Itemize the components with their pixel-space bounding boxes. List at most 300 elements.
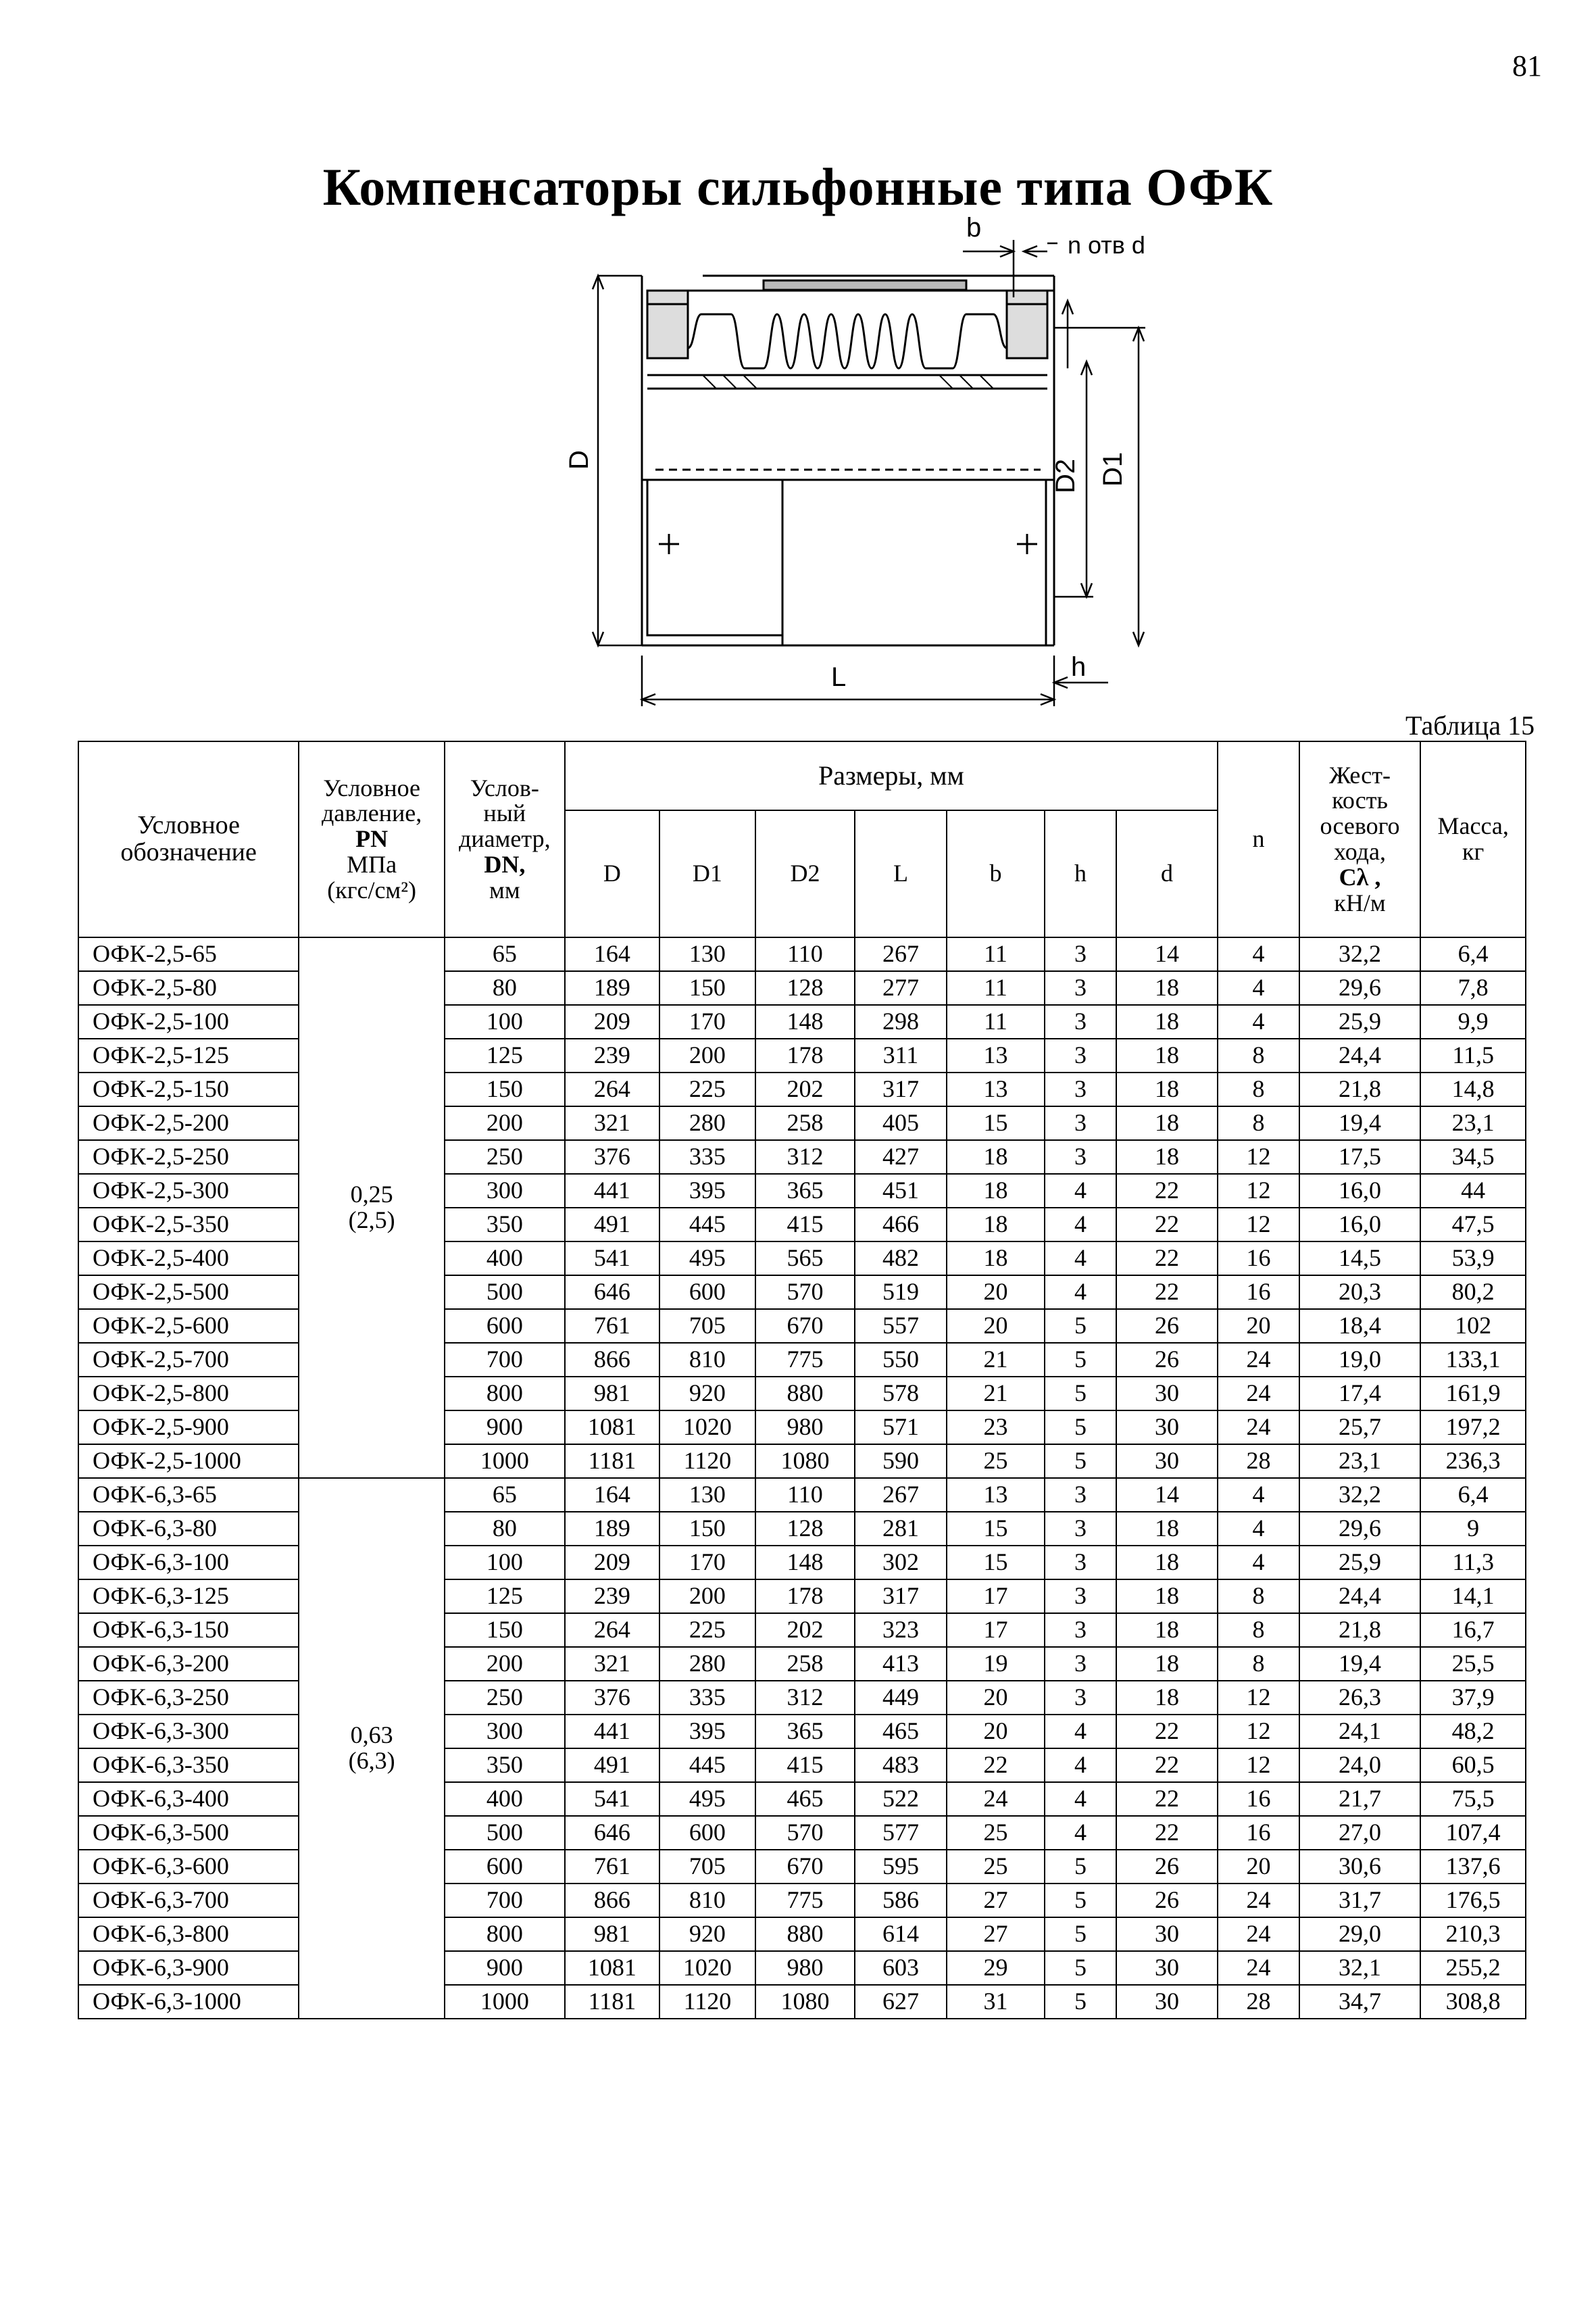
value-cell: 415 [755,1208,855,1241]
value-cell: 31 [947,1985,1045,2019]
value-cell: 189 [565,1512,660,1546]
value-cell: 4 [1218,1005,1299,1039]
value-cell: 495 [659,1782,755,1816]
value-cell: 27 [947,1917,1045,1951]
value-cell: 4 [1045,1241,1116,1275]
value-cell: 466 [855,1208,947,1241]
value-cell: 9 [1420,1512,1526,1546]
value-cell: 32,2 [1299,1478,1421,1512]
value-cell: 21,7 [1299,1782,1421,1816]
value-cell: 491 [565,1748,660,1782]
value-cell: 700 [445,1884,565,1917]
designation-cell: ОФК-2,5-400 [78,1241,299,1275]
value-cell: 25 [947,1850,1045,1884]
value-cell: 705 [659,1309,755,1343]
value-cell: 53,9 [1420,1241,1526,1275]
designation-cell: ОФК-6,3-300 [78,1715,299,1748]
value-cell: 980 [755,1951,855,1985]
value-cell: 600 [659,1275,755,1309]
value-cell: 281 [855,1512,947,1546]
value-cell: 250 [445,1140,565,1174]
value-cell: 80,2 [1420,1275,1526,1309]
designation-cell: ОФК-6,3-200 [78,1647,299,1681]
value-cell: 170 [659,1546,755,1579]
value-cell: 148 [755,1546,855,1579]
value-cell: 3 [1045,1039,1116,1073]
value-cell: 23,1 [1299,1444,1421,1478]
value-cell: 255,2 [1420,1951,1526,1985]
header-D1: D1 [659,810,755,937]
value-cell: 30,6 [1299,1850,1421,1884]
table-row [78,937,1526,971]
table-row [78,1647,1526,1681]
value-cell: 465 [755,1782,855,1816]
designation-cell: ОФК-6,3-500 [78,1816,299,1850]
value-cell: 12 [1218,1140,1299,1174]
value-cell: 24,4 [1299,1579,1421,1613]
value-cell: 27,0 [1299,1816,1421,1850]
value-cell: 8 [1218,1073,1299,1106]
value-cell: 14,8 [1420,1073,1526,1106]
header-stiffness: Жест- кость осевого хода, Cλ , кН/м [1299,741,1421,937]
value-cell: 239 [565,1579,660,1613]
value-cell: 312 [755,1681,855,1715]
value-cell: 441 [565,1174,660,1208]
value-cell: 21 [947,1377,1045,1410]
value-cell: 29,0 [1299,1917,1421,1951]
drawing-label-D: D [564,450,594,470]
value-cell: 34,7 [1299,1985,1421,2019]
table-body [78,937,1526,2019]
value-cell: 308,8 [1420,1985,1526,2019]
value-cell: 30 [1116,1985,1218,2019]
table-row [78,1613,1526,1647]
header-D: D [565,810,660,937]
value-cell: 137,6 [1420,1850,1526,1884]
value-cell: 800 [445,1917,565,1951]
table-row [78,1850,1526,1884]
value-cell: 323 [855,1613,947,1647]
value-cell: 335 [659,1681,755,1715]
value-cell: 4 [1045,1275,1116,1309]
value-cell: 3 [1045,1106,1116,1140]
value-cell: 376 [565,1140,660,1174]
value-cell: 413 [855,1647,947,1681]
table-row [78,1275,1526,1309]
value-cell: 415 [755,1748,855,1782]
value-cell: 22 [1116,1208,1218,1241]
value-cell: 128 [755,1512,855,1546]
value-cell: 20 [1218,1850,1299,1884]
value-cell: 14,1 [1420,1579,1526,1613]
value-cell: 405 [855,1106,947,1140]
table-row [78,1748,1526,1782]
value-cell: 522 [855,1782,947,1816]
value-cell: 577 [855,1816,947,1850]
value-cell: 880 [755,1917,855,1951]
value-cell: 445 [659,1748,755,1782]
value-cell: 16,0 [1299,1208,1421,1241]
value-cell: 16 [1218,1275,1299,1309]
designation-cell: ОФК-6,3-150 [78,1613,299,1647]
value-cell: 20 [947,1715,1045,1748]
designation-cell: ОФК-6,3-250 [78,1681,299,1715]
value-cell: 25 [947,1444,1045,1478]
value-cell: 866 [565,1884,660,1917]
value-cell: 23,1 [1420,1106,1526,1140]
drawing-label-D2: D2 [1051,458,1080,493]
value-cell: 22 [1116,1715,1218,1748]
value-cell: 3 [1045,1478,1116,1512]
value-cell: 44 [1420,1174,1526,1208]
value-cell: 258 [755,1106,855,1140]
value-cell: 16 [1218,1241,1299,1275]
table-row [78,1579,1526,1613]
value-cell: 19,4 [1299,1647,1421,1681]
designation-cell: ОФК-6,3-350 [78,1748,299,1782]
header-dn: Услов- ный диаметр, DN, мм [445,741,565,937]
value-cell: 775 [755,1343,855,1377]
value-cell: 26 [1116,1309,1218,1343]
value-cell: 250 [445,1681,565,1715]
value-cell: 30 [1116,1917,1218,1951]
table-row [78,1715,1526,1748]
value-cell: 1120 [659,1985,755,2019]
value-cell: 449 [855,1681,947,1715]
value-cell: 8 [1218,1613,1299,1647]
value-cell: 880 [755,1377,855,1410]
value-cell: 590 [855,1444,947,1478]
value-cell: 603 [855,1951,947,1985]
value-cell: 491 [565,1208,660,1241]
value-cell: 519 [855,1275,947,1309]
value-cell: 24 [1218,1951,1299,1985]
value-cell: 29,6 [1299,971,1421,1005]
value-cell: 18 [1116,1073,1218,1106]
value-cell: 13 [947,1073,1045,1106]
value-cell: 200 [659,1579,755,1613]
value-cell: 3 [1045,1005,1116,1039]
value-cell: 239 [565,1039,660,1073]
value-cell: 298 [855,1005,947,1039]
value-cell: 24 [947,1782,1045,1816]
value-cell: 600 [445,1850,565,1884]
value-cell: 18,4 [1299,1309,1421,1343]
value-cell: 395 [659,1715,755,1748]
value-cell: 4 [1218,1512,1299,1546]
table-row [78,1343,1526,1377]
value-cell: 14 [1116,937,1218,971]
value-cell: 24,1 [1299,1715,1421,1748]
value-cell: 17,5 [1299,1140,1421,1174]
value-cell: 8 [1218,1647,1299,1681]
value-cell: 3 [1045,1073,1116,1106]
value-cell: 445 [659,1208,755,1241]
value-cell: 20 [1218,1309,1299,1343]
value-cell: 4 [1045,1174,1116,1208]
value-cell: 4 [1218,937,1299,971]
value-cell: 9,9 [1420,1005,1526,1039]
value-cell: 761 [565,1850,660,1884]
value-cell: 6,4 [1420,1478,1526,1512]
designation-cell: ОФК-6,3-900 [78,1951,299,1985]
value-cell: 28 [1218,1985,1299,2019]
value-cell: 646 [565,1816,660,1850]
value-cell: 13 [947,1039,1045,1073]
value-cell: 65 [445,937,565,971]
value-cell: 18 [947,1208,1045,1241]
value-cell: 11 [947,971,1045,1005]
value-cell: 16,7 [1420,1613,1526,1647]
designation-cell: ОФК-2,5-250 [78,1140,299,1174]
value-cell: 170 [659,1005,755,1039]
designation-cell: ОФК-2,5-200 [78,1106,299,1140]
header-h: h [1045,810,1116,937]
value-cell: 595 [855,1850,947,1884]
value-cell: 5 [1045,1985,1116,2019]
value-cell: 23 [947,1410,1045,1444]
value-cell: 267 [855,1478,947,1512]
value-cell: 3 [1045,937,1116,971]
value-cell: 7,8 [1420,971,1526,1005]
value-cell: 3 [1045,1647,1116,1681]
value-cell: 209 [565,1546,660,1579]
value-cell: 27 [947,1884,1045,1917]
table-row [78,1140,1526,1174]
value-cell: 866 [565,1343,660,1377]
value-cell: 14,5 [1299,1241,1421,1275]
value-cell: 761 [565,1309,660,1343]
value-cell: 128 [755,971,855,1005]
value-cell: 5 [1045,1343,1116,1377]
value-cell: 4 [1045,1715,1116,1748]
value-cell: 3 [1045,1681,1116,1715]
value-cell: 18 [947,1241,1045,1275]
value-cell: 277 [855,971,947,1005]
value-cell: 1020 [659,1951,755,1985]
value-cell: 5 [1045,1850,1116,1884]
value-cell: 365 [755,1715,855,1748]
value-cell: 920 [659,1377,755,1410]
table-row [78,1377,1526,1410]
page-title: Компенсаторы сильфонные типа ОФК [322,157,1274,216]
value-cell: 5 [1045,1951,1116,1985]
designation-cell: ОФК-2,5-100 [78,1005,299,1039]
table-row [78,1208,1526,1241]
value-cell: 670 [755,1309,855,1343]
table-row [78,1073,1526,1106]
value-cell: 178 [755,1039,855,1073]
value-cell: 17 [947,1579,1045,1613]
designation-cell: ОФК-2,5-80 [78,971,299,1005]
value-cell: 8 [1218,1106,1299,1140]
value-cell: 427 [855,1140,947,1174]
designation-cell: ОФК-2,5-125 [78,1039,299,1073]
value-cell: 18 [1116,1579,1218,1613]
value-cell: 16,0 [1299,1174,1421,1208]
value-cell: 700 [445,1343,565,1377]
value-cell: 11,5 [1420,1039,1526,1073]
value-cell: 1020 [659,1410,755,1444]
table-row [78,1681,1526,1715]
value-cell: 550 [855,1343,947,1377]
value-cell: 4 [1218,1478,1299,1512]
value-cell: 150 [445,1073,565,1106]
table-row [78,1106,1526,1140]
drawing-label-b: b [966,213,982,243]
value-cell: 500 [445,1275,565,1309]
value-cell: 400 [445,1241,565,1275]
value-cell: 13 [947,1478,1045,1512]
value-cell: 24 [1218,1917,1299,1951]
value-cell: 22 [1116,1782,1218,1816]
value-cell: 18 [1116,1546,1218,1579]
value-cell: 22 [1116,1816,1218,1850]
value-cell: 775 [755,1884,855,1917]
value-cell: 578 [855,1377,947,1410]
value-cell: 376 [565,1681,660,1715]
drawing-label-holes: n отв d [1068,231,1145,259]
header-mass: Масса, кг [1420,741,1526,937]
value-cell: 350 [445,1208,565,1241]
table-caption: Таблица 15 [1405,710,1535,741]
value-cell: 627 [855,1985,947,2019]
value-cell: 280 [659,1647,755,1681]
value-cell: 920 [659,1917,755,1951]
value-cell: 29,6 [1299,1512,1421,1546]
value-cell: 200 [445,1647,565,1681]
table-row [78,1410,1526,1444]
value-cell: 4 [1045,1748,1116,1782]
value-cell: 981 [565,1917,660,1951]
value-cell: 47,5 [1420,1208,1526,1241]
value-cell: 21,8 [1299,1073,1421,1106]
value-cell: 11 [947,1005,1045,1039]
value-cell: 800 [445,1377,565,1410]
designation-cell: ОФК-2,5-1000 [78,1444,299,1478]
value-cell: 3 [1045,1546,1116,1579]
value-cell: 189 [565,971,660,1005]
value-cell: 5 [1045,1309,1116,1343]
value-cell: 20 [947,1309,1045,1343]
value-cell: 30 [1116,1444,1218,1478]
value-cell: 3 [1045,1512,1116,1546]
value-cell: 3 [1045,971,1116,1005]
value-cell: 29 [947,1951,1045,1985]
value-cell: 12 [1218,1715,1299,1748]
value-cell: 48,2 [1420,1715,1526,1748]
designation-cell: ОФК-2,5-700 [78,1343,299,1377]
table-row [78,971,1526,1005]
value-cell: 280 [659,1106,755,1140]
value-cell: 22 [1116,1174,1218,1208]
designation-cell: ОФК-6,3-65 [78,1478,299,1512]
value-cell: 646 [565,1275,660,1309]
value-cell: 451 [855,1174,947,1208]
value-cell: 4 [1045,1208,1116,1241]
value-cell: 264 [565,1613,660,1647]
value-cell: 80 [445,971,565,1005]
designation-cell: ОФК-6,3-600 [78,1850,299,1884]
value-cell: 317 [855,1073,947,1106]
value-cell: 209 [565,1005,660,1039]
value-cell: 18 [1116,1106,1218,1140]
drawing-label-h: h [1071,652,1087,682]
value-cell: 18 [1116,1039,1218,1073]
value-cell: 18 [1116,971,1218,1005]
value-cell: 26,3 [1299,1681,1421,1715]
value-cell: 12 [1218,1208,1299,1241]
designation-cell: ОФК-2,5-150 [78,1073,299,1106]
value-cell: 586 [855,1884,947,1917]
value-cell: 26 [1116,1884,1218,1917]
value-cell: 1181 [565,1985,660,2019]
value-cell: 321 [565,1106,660,1140]
value-cell: 130 [659,937,755,971]
value-cell: 267 [855,937,947,971]
value-cell: 80 [445,1512,565,1546]
value-cell: 317 [855,1579,947,1613]
header-n: n [1218,741,1299,937]
value-cell: 705 [659,1850,755,1884]
value-cell: 202 [755,1073,855,1106]
value-cell: 4 [1218,971,1299,1005]
value-cell: 5 [1045,1444,1116,1478]
designation-cell: ОФК-6,3-400 [78,1782,299,1816]
value-cell: 15 [947,1546,1045,1579]
value-cell: 24 [1218,1343,1299,1377]
value-cell: 1000 [445,1444,565,1478]
value-cell: 18 [1116,1512,1218,1546]
table-row [78,1512,1526,1546]
value-cell: 19 [947,1647,1045,1681]
value-cell: 571 [855,1410,947,1444]
value-cell: 900 [445,1410,565,1444]
value-cell: 302 [855,1546,947,1579]
value-cell: 25,9 [1299,1546,1421,1579]
value-cell: 311 [855,1039,947,1073]
value-cell: 24 [1218,1884,1299,1917]
designation-cell: ОФК-6,3-80 [78,1512,299,1546]
value-cell: 25 [947,1816,1045,1850]
value-cell: 565 [755,1241,855,1275]
table-row [78,1951,1526,1985]
value-cell: 350 [445,1748,565,1782]
value-cell: 14 [1116,1478,1218,1512]
designation-cell: ОФК-2,5-800 [78,1377,299,1410]
value-cell: 1081 [565,1951,660,1985]
value-cell: 164 [565,937,660,971]
value-cell: 300 [445,1715,565,1748]
drawing-label-D1: D1 [1098,451,1128,487]
value-cell: 11 [947,937,1045,971]
value-cell: 22 [1116,1275,1218,1309]
value-cell: 75,5 [1420,1782,1526,1816]
value-cell: 8 [1218,1039,1299,1073]
value-cell: 12 [1218,1748,1299,1782]
value-cell: 30 [1116,1951,1218,1985]
designation-cell: ОФК-6,3-125 [78,1579,299,1613]
value-cell: 810 [659,1343,755,1377]
value-cell: 900 [445,1951,565,1985]
value-cell: 980 [755,1410,855,1444]
designation-cell: ОФК-2,5-350 [78,1208,299,1241]
value-cell: 4 [1218,1546,1299,1579]
designation-cell: ОФК-6,3-700 [78,1884,299,1917]
value-cell: 161,9 [1420,1377,1526,1410]
value-cell: 200 [659,1039,755,1073]
value-cell: 4 [1045,1782,1116,1816]
